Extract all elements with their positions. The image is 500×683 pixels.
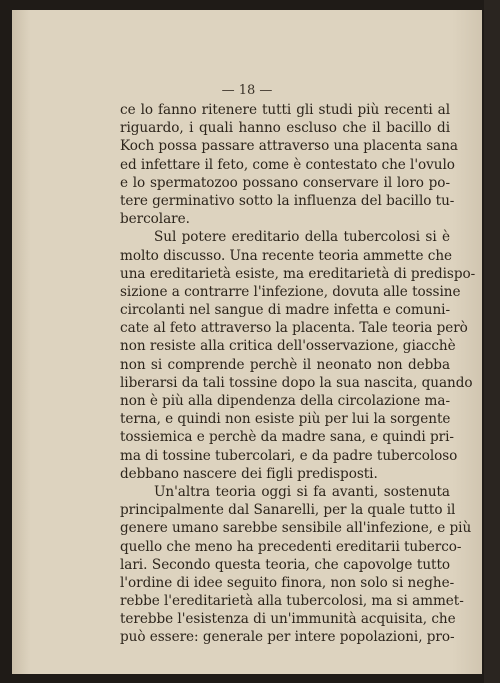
text-line: sizione a contrarre l'infezione, dovuta alle tossine bbox=[120, 283, 461, 300]
body-text bbox=[120, 101, 476, 647]
text-line: non è più alla dipendenza della circolazione ma- bbox=[120, 393, 450, 409]
text-line: rebbe l'ereditarietà alla tubercolosi, ma si ammet- bbox=[120, 593, 464, 610]
text-line: e lo spermatozoo possano conservare il loro po- bbox=[120, 174, 450, 191]
text-line: può essere: generale per intere popolazioni, pro- bbox=[120, 629, 455, 646]
text-line: terebbe l'esistenza di un'immunità acquisita, che bbox=[120, 611, 456, 628]
text-line: liberarsi da tali tossine dopo la sua nascita, quando bbox=[120, 374, 473, 391]
text-line: quello che meno ha precedenti ereditarii tuberco- bbox=[120, 538, 462, 555]
page-edge-shadow bbox=[484, 0, 500, 683]
text-line: l'ordine di idee seguito finora, non solo si neghe- bbox=[120, 574, 455, 591]
text-line: bercolare. bbox=[120, 211, 190, 228]
text-line: tere germinativo sotto la influenza del bacillo tu- bbox=[120, 192, 455, 209]
page-number: — 18 — bbox=[221, 83, 273, 98]
text-line: genere umano sarebbe sensibile all'infezione, e più bbox=[120, 520, 472, 537]
text-line: ce lo fanno ritenere tutti gli studi più recenti al bbox=[120, 102, 450, 118]
text-line: cate al feto attraverso la placenta. Tale teoria però bbox=[120, 320, 468, 337]
text-line: ma di tossine tubercolari, e da padre tubercoloso bbox=[120, 447, 458, 464]
book-page bbox=[12, 10, 482, 674]
text-line: non si comprende perchè il neonato non debba bbox=[120, 356, 450, 373]
text-line: Koch possa passare attraverso una placenta sana bbox=[120, 138, 458, 155]
text-line: tossiemica e perchè da madre sana, e quindi pri- bbox=[120, 429, 454, 446]
text-line: Sul potere ereditario della tubercolosi si è bbox=[154, 229, 450, 246]
text-line: circolanti nel sangue di madre infetta e comuni- bbox=[120, 302, 450, 319]
text-line: lari. Secondo questa teoria, che capovolge tutto bbox=[120, 556, 450, 573]
text-line: molto discusso. Una recente teoria ammette che bbox=[120, 247, 453, 264]
text-line: una ereditarietà esiste, ma ereditarietà di predispo- bbox=[120, 265, 476, 282]
text-line: non resiste alla critica dell'osservazione, giacchè bbox=[120, 338, 456, 355]
text-line: terna, e quindi non esiste più per lui la sorgente bbox=[120, 411, 451, 428]
text-line: Un'altra teoria oggi si fa avanti, sostenuta bbox=[154, 483, 450, 500]
text-line: debbano nascere dei figli predisposti. bbox=[120, 465, 378, 482]
text-line: ed infettare il feto, come è contestato che l'ovulo bbox=[120, 156, 455, 173]
text-line: principalmente dal Sanarelli, per la quale tutto il bbox=[120, 502, 456, 519]
text-line: riguardo, i quali hanno escluso che il bacillo di bbox=[120, 120, 450, 137]
